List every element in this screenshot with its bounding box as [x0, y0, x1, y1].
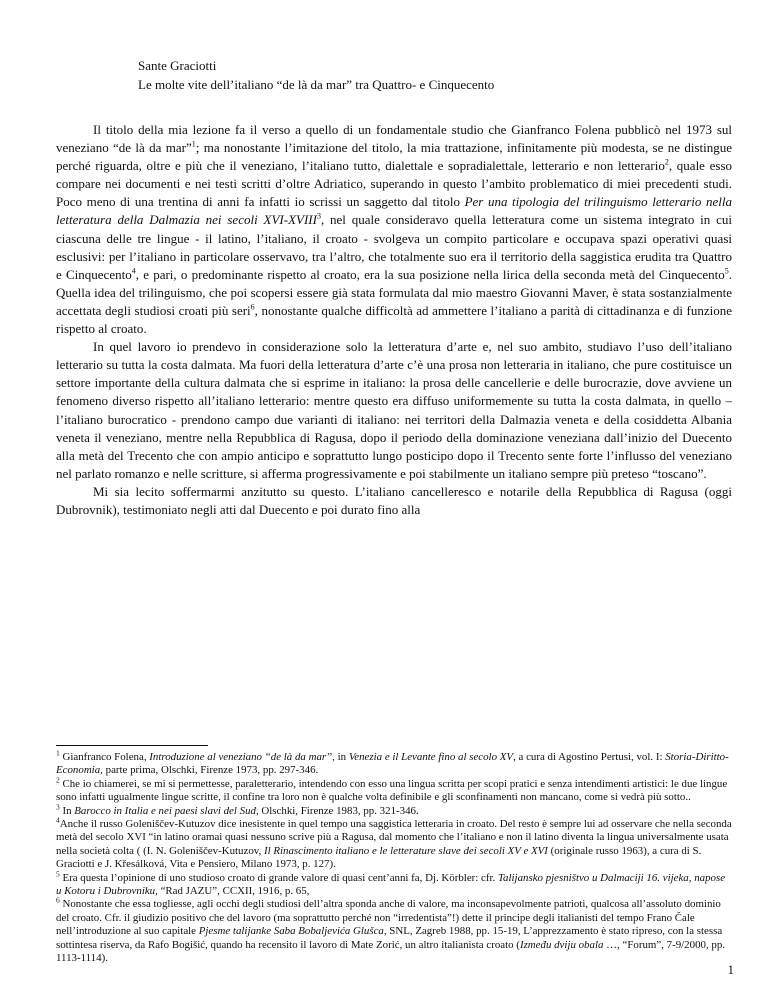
footnote-ref: 3 [316, 212, 321, 222]
text-run: Era questa l’opinione di uno studioso croato di grande valore di quasi cent’anni fa, Dj. Körbler: cfr. [59, 871, 498, 884]
text-run: Anche il russo Goleniščev-Kutuzov dice inesistente in quel tempo una saggistica letteraria in croato. Del resto è sempre lui ad osservare che nella seconda metà del secolo XVI “in latino oramai quasi nessuno scrive più a Ragusa, dal momento che l’italiano e non il latino diventa la lingua universalmente usata nella società colta ( (I. N. Goleniščev-Kutuzov, [56, 818, 732, 857]
text-run: , parte prima, Olschki, Firenze 1973, pp. 297-346. [100, 764, 319, 777]
author-name: Sante Graciotti [138, 58, 217, 73]
footnote-ref: 3 [56, 802, 60, 811]
footnote-ref: 1 [56, 748, 60, 758]
text-run: In [59, 804, 75, 817]
text-run: In quel lavoro io prendevo in considerazione solo la letteratura d’arte e, nel suo ambito, studiavo l’uso dell’italiano letterario su tutta la costa dalmata. Ma fuori della letteratura d’arte c’è una prosa non letteraria in italiano, che pure costituisce un settore importante della cultura dalmata che si esprime in italiano: la prosa delle cancellerie e delle burocrazie, dove avviene un fenomeno diverso rispetto all’italiano letterario: mentre questo era diffuso uniformemente su tutta la costa dalmata, in quello – l’italiano burocratico - prendono campo due varianti di italiano: nei territori della Dalmazia veneta e della cosiddetta Albania veneta il veneziano, mentre nella Repubblica di Ragusa, dopo il periodo della dominazione veneziana dall’inizio del Duecento alla metà del Trecento che con ampio anticipo e soprattutto lungo posticipo dopo il Trecento sente forte l’influsso del veneziano nel parlato romanzo e nelle scritture, si afferma progressivamente e poi stabilmente un italiano sempre più preteso “toscano”. [56, 339, 732, 481]
text-run: ; ma nonostante l’imitazione del titolo, la mia trattazione, infinitamente più modesta, se ne distingue perché riguarda, oltre e più che il veneziano, l’italiano tutto, dialettale e sopradialettale, letterario e non letterario [56, 140, 732, 174]
text-run: Il titolo della mia lezione fa il verso a quello di un fondamentale studio che Gianfranco Folena pubblicò nel 1973 sul veneziano “de là da mar” [56, 122, 732, 156]
text-run: Che io chiamerei, se mi si permettesse, paraletterario, intendendo con esso una lingua scritta per scopi pratici e senza intendimenti artistici: le due lingue sono infatti ugualmente lingue scritte, il confine tra loro non è qualche volta definibile e gli sconfinamenti non mancano, come si vedrà più sotto.. [56, 777, 728, 804]
document-header [138, 56, 738, 94]
body-paragraph [56, 338, 732, 483]
footnote [56, 802, 732, 818]
footnote [56, 895, 732, 965]
italic-text: Per una tipologia del trilinguismo letterario nella letteratura della Dalmazia nei secoli XVI-XVIII [56, 194, 733, 228]
footnote-ref: 6 [250, 302, 255, 312]
text-run: , quale esso compare nei documenti e nei testi scritti d’oltre Adriatico, superando in questo l’ambito problematico di miei precedenti studi. Poco meno di una trentina di anni fa infatti io scrissi un saggetto dal titolo [56, 158, 733, 210]
footnote [56, 748, 732, 778]
text-run: (originale russo 1963), a cura di S. Graciotti e J. Křesálková, Vita e Pensiero, Milano 1973, p. 127). [56, 844, 702, 871]
footnote-ref: 6 [56, 895, 60, 905]
body-paragraph [56, 121, 732, 338]
body-text [56, 121, 732, 519]
italic-text: Introduzione al veneziano “de là da mar”, [149, 751, 335, 763]
text-run: , nel quale consideravo quella letteratura come un sistema integrato in cui ciascuna delle tre lingue - il latino, l’italiano, il croato - svolgeva un compito particolare e occupava spazi operativi quasi esclusivi: per l’italiano in particolare osservavo, tra l’altro, che totalmente suo era il territorio della saggistica erudita tra Quattro e Cinquecento [56, 212, 732, 282]
document-title: Le molte vite dell’italiano “de là da mar” tra Quattro- e Cinquecento [138, 77, 495, 92]
italic-text: Barocco in Italia e nei paesi slavi del Sud [74, 804, 256, 817]
footnote-ref: 4 [131, 266, 136, 276]
footnote-ref: 1 [191, 139, 196, 149]
italic-text: Pjesme talijanke Saba Bobaljevića Glušca, [198, 925, 387, 938]
italic-text: Talijansko pjesništvo u Dalmaciji 16. vijeka, napose u Kotoru i Dubrovniku [56, 871, 726, 898]
footnote [56, 775, 732, 805]
text-run: in [334, 751, 349, 763]
footnote-ref: 4 [56, 815, 60, 825]
text-run: Gianfranco Folena, [59, 751, 150, 763]
text-run: SNL, Zagreb 1988, pp. 15-19, L’apprezzamento è stato ripreso, con la stessa sottintesa riserva, da Rafo Bogišić, quando ha recensito il lavoro di Mate Zorić, un altro italianista croato ( [56, 925, 723, 951]
body-paragraph [56, 483, 732, 519]
text-run: , a cura di Agostino Pertusi, vol. I: [513, 751, 666, 763]
footnote-ref: 2 [664, 157, 669, 167]
footnote-ref: 5 [724, 266, 729, 276]
text-run: …, “Forum”, 7-9/2000, pp. 1113-1114). [56, 938, 726, 965]
italic-text: Storia-Diritto-Economia [56, 751, 729, 777]
text-run: Mi sia lecito soffermarmi anzitutto su questo. L’italiano cancelleresco e notarile della Repubblica di Ragusa (oggi Dubrovnik), testimoniato negli atti dal Duecento e poi durato fino alla [56, 483, 732, 517]
italic-text: Između dviju obala [519, 938, 604, 951]
footnote [56, 815, 732, 872]
italic-text: Venezia e il Levante fino al secolo XV [348, 751, 514, 763]
text-run: , e pari, o predominante rispetto al croato, era la sua posizione nella lirica della seconda metà del Cinquecento [135, 266, 725, 282]
footnote-ref: 2 [56, 775, 60, 785]
text-run: , nonostante qualche difficoltà ad ammettere l’italiano a parità di cittadinanza e di funzione rispetto al croato. [56, 302, 732, 337]
text-run: Nonostante che essa togliesse, agli occhi degli studiosi dell’altra sponda anche di valore, ma inconsapevolmente patrioti, qualcosa all’assoluto dominio del croato. Cfr. il giudizio positivo che del lavoro (ma soprattutto perché non “irredentista”!) dette il principe degli italianisti del tempo Frano Čale nell’introduzione al suo capitale [56, 898, 721, 938]
footnotes [56, 748, 732, 966]
italic-text: Il Rinascimento italiano e le letterature slave dei secoli XV e XVI [263, 844, 548, 857]
text-run: , Olschki, Firenze 1983, pp. 321-346. [255, 804, 419, 817]
footnote-separator [56, 745, 208, 746]
page-number: 1 [727, 962, 734, 977]
footnote-ref: 5 [56, 869, 60, 879]
text-run: , “Rad JAZU”, CCXII, 1916, p. 65, [155, 885, 310, 898]
footnote [56, 869, 732, 899]
text-run: . Quella idea del trilinguismo, che poi scopersi essere già stata formulata dal mio maestro Giovanni Maver, è stata sostanzialmente accettata degli studiosi croati più seri [56, 266, 732, 318]
